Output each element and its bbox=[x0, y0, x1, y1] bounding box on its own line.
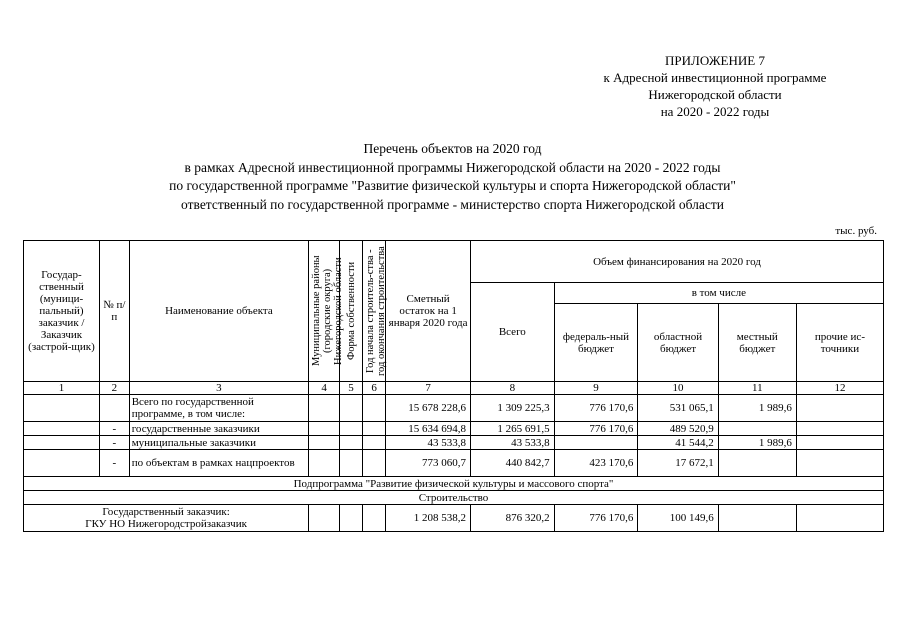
row-federal: 423 170,6 bbox=[554, 450, 638, 477]
column-number: 10 bbox=[638, 382, 718, 395]
customer-local bbox=[718, 505, 796, 532]
row-name: муниципальные заказчики bbox=[129, 436, 308, 450]
section-row bbox=[24, 491, 884, 505]
row-balance: 15 634 694,8 bbox=[386, 422, 471, 436]
column-number: 4 bbox=[309, 382, 340, 395]
header-balance: Сметный остаток на 1 января 2020 года bbox=[386, 241, 471, 382]
column-number: 1 bbox=[24, 382, 100, 395]
table-row bbox=[24, 395, 884, 422]
header-local: местный бюджет bbox=[718, 304, 796, 382]
row-regional: 489 520,9 bbox=[638, 422, 718, 436]
unit-label: тыс. руб. bbox=[835, 225, 877, 237]
heading-line: в рамках Адресной инвестиционной программы Нижегородской области на 2020 - 2022 годы bbox=[184, 159, 721, 175]
subprogram-title: Подпрограмма "Развитие физической культуры и массового спорта" bbox=[24, 477, 884, 491]
appendix-line: Нижегородской области bbox=[648, 87, 782, 102]
column-number: 2 bbox=[99, 382, 129, 395]
row-balance: 15 678 228,6 bbox=[386, 395, 471, 422]
heading-line: ответственный по государственной программе - министерство спорта Нижегородской области bbox=[181, 196, 724, 212]
customer-balance: 1 208 538,2 bbox=[386, 505, 471, 532]
appendix-line: к Адресной инвестиционной программе bbox=[603, 70, 827, 85]
row-num: - bbox=[99, 450, 129, 477]
row-federal: 776 170,6 bbox=[554, 422, 638, 436]
header-incl: в том числе bbox=[554, 283, 883, 304]
row-total: 440 842,7 bbox=[470, 450, 554, 477]
column-numbers-row bbox=[24, 382, 884, 395]
row-name: по объектам в рамках нацпроектов bbox=[129, 450, 308, 477]
header-other: прочие ис-точники bbox=[796, 304, 883, 382]
column-number: 9 bbox=[554, 382, 638, 395]
row-regional: 531 065,1 bbox=[638, 395, 718, 422]
header-regional: областной бюджет bbox=[638, 304, 718, 382]
header-name: Наименование объекта bbox=[129, 241, 308, 382]
column-number: 12 bbox=[796, 382, 883, 395]
table-row bbox=[24, 450, 884, 477]
row-other bbox=[796, 450, 883, 477]
row-regional: 41 544,2 bbox=[638, 436, 718, 450]
column-number: 8 bbox=[470, 382, 554, 395]
row-total: 1 265 691,5 bbox=[470, 422, 554, 436]
row-balance: 773 060,7 bbox=[386, 450, 471, 477]
heading-line: по государственной программе "Развитие физической культуры и спорта Нижегородской области" bbox=[169, 178, 736, 193]
row-local: 1 989,6 bbox=[718, 436, 796, 450]
row-regional: 17 672,1 bbox=[638, 450, 718, 477]
row-other bbox=[796, 422, 883, 436]
row-federal bbox=[554, 436, 638, 450]
row-other bbox=[796, 436, 883, 450]
customer-org: ГКУ НО Нижегородстройзаказчик bbox=[85, 518, 247, 530]
column-number: 5 bbox=[339, 382, 362, 395]
row-local: 1 989,6 bbox=[718, 395, 796, 422]
table-row bbox=[24, 422, 884, 436]
column-number: 7 bbox=[386, 382, 471, 395]
row-num: - bbox=[99, 422, 129, 436]
header-total: Всего bbox=[470, 283, 554, 382]
customer-federal: 776 170,6 bbox=[554, 505, 638, 532]
header-years: Год начала строитель-ства - год окончания строительства bbox=[363, 241, 386, 382]
row-local bbox=[718, 450, 796, 477]
column-number: 3 bbox=[129, 382, 308, 395]
column-number: 6 bbox=[363, 382, 386, 395]
row-name: государственные заказчики bbox=[129, 422, 308, 436]
row-federal: 776 170,6 bbox=[554, 395, 638, 422]
row-other bbox=[796, 395, 883, 422]
row-total: 1 309 225,3 bbox=[470, 395, 554, 422]
customer-total: 876 320,2 bbox=[470, 505, 554, 532]
customer-other bbox=[796, 505, 883, 532]
header-funding: Объем финансирования на 2020 год bbox=[470, 241, 883, 283]
objects-table bbox=[23, 240, 884, 532]
appendix-line: на 2020 - 2022 годы bbox=[660, 104, 770, 119]
customer-row bbox=[24, 505, 884, 532]
row-name: Всего по государственной программе, в том числе: bbox=[129, 395, 308, 422]
heading-line: Перечень объектов на 2020 год bbox=[363, 141, 542, 156]
row-local bbox=[718, 422, 796, 436]
appendix-block bbox=[560, 52, 870, 120]
appendix-line: ПРИЛОЖЕНИЕ 7 bbox=[665, 53, 765, 68]
row-balance: 43 533,8 bbox=[386, 436, 471, 450]
row-total: 43 533,8 bbox=[470, 436, 554, 450]
subprogram-row bbox=[24, 477, 884, 491]
header-federal: федераль-ный бюджет bbox=[554, 304, 638, 382]
header-ownership: Форма собственности bbox=[339, 241, 362, 382]
table-row bbox=[24, 436, 884, 450]
row-num: - bbox=[99, 436, 129, 450]
customer-cell bbox=[24, 505, 309, 532]
header-customer: Государ-ственный (муници-пальный) заказчик / Заказчик (застрой-щик) bbox=[24, 241, 100, 382]
section-title: Строительство bbox=[24, 491, 884, 505]
document-heading bbox=[0, 140, 905, 214]
customer-label: Государственный заказчик: bbox=[102, 506, 230, 518]
header-num: № п/п bbox=[99, 241, 129, 382]
column-number: 11 bbox=[718, 382, 796, 395]
customer-regional: 100 149,6 bbox=[638, 505, 718, 532]
header-district: Муниципальные районы (городские округа) Нижегородской области bbox=[309, 241, 340, 382]
row-num bbox=[99, 395, 129, 422]
